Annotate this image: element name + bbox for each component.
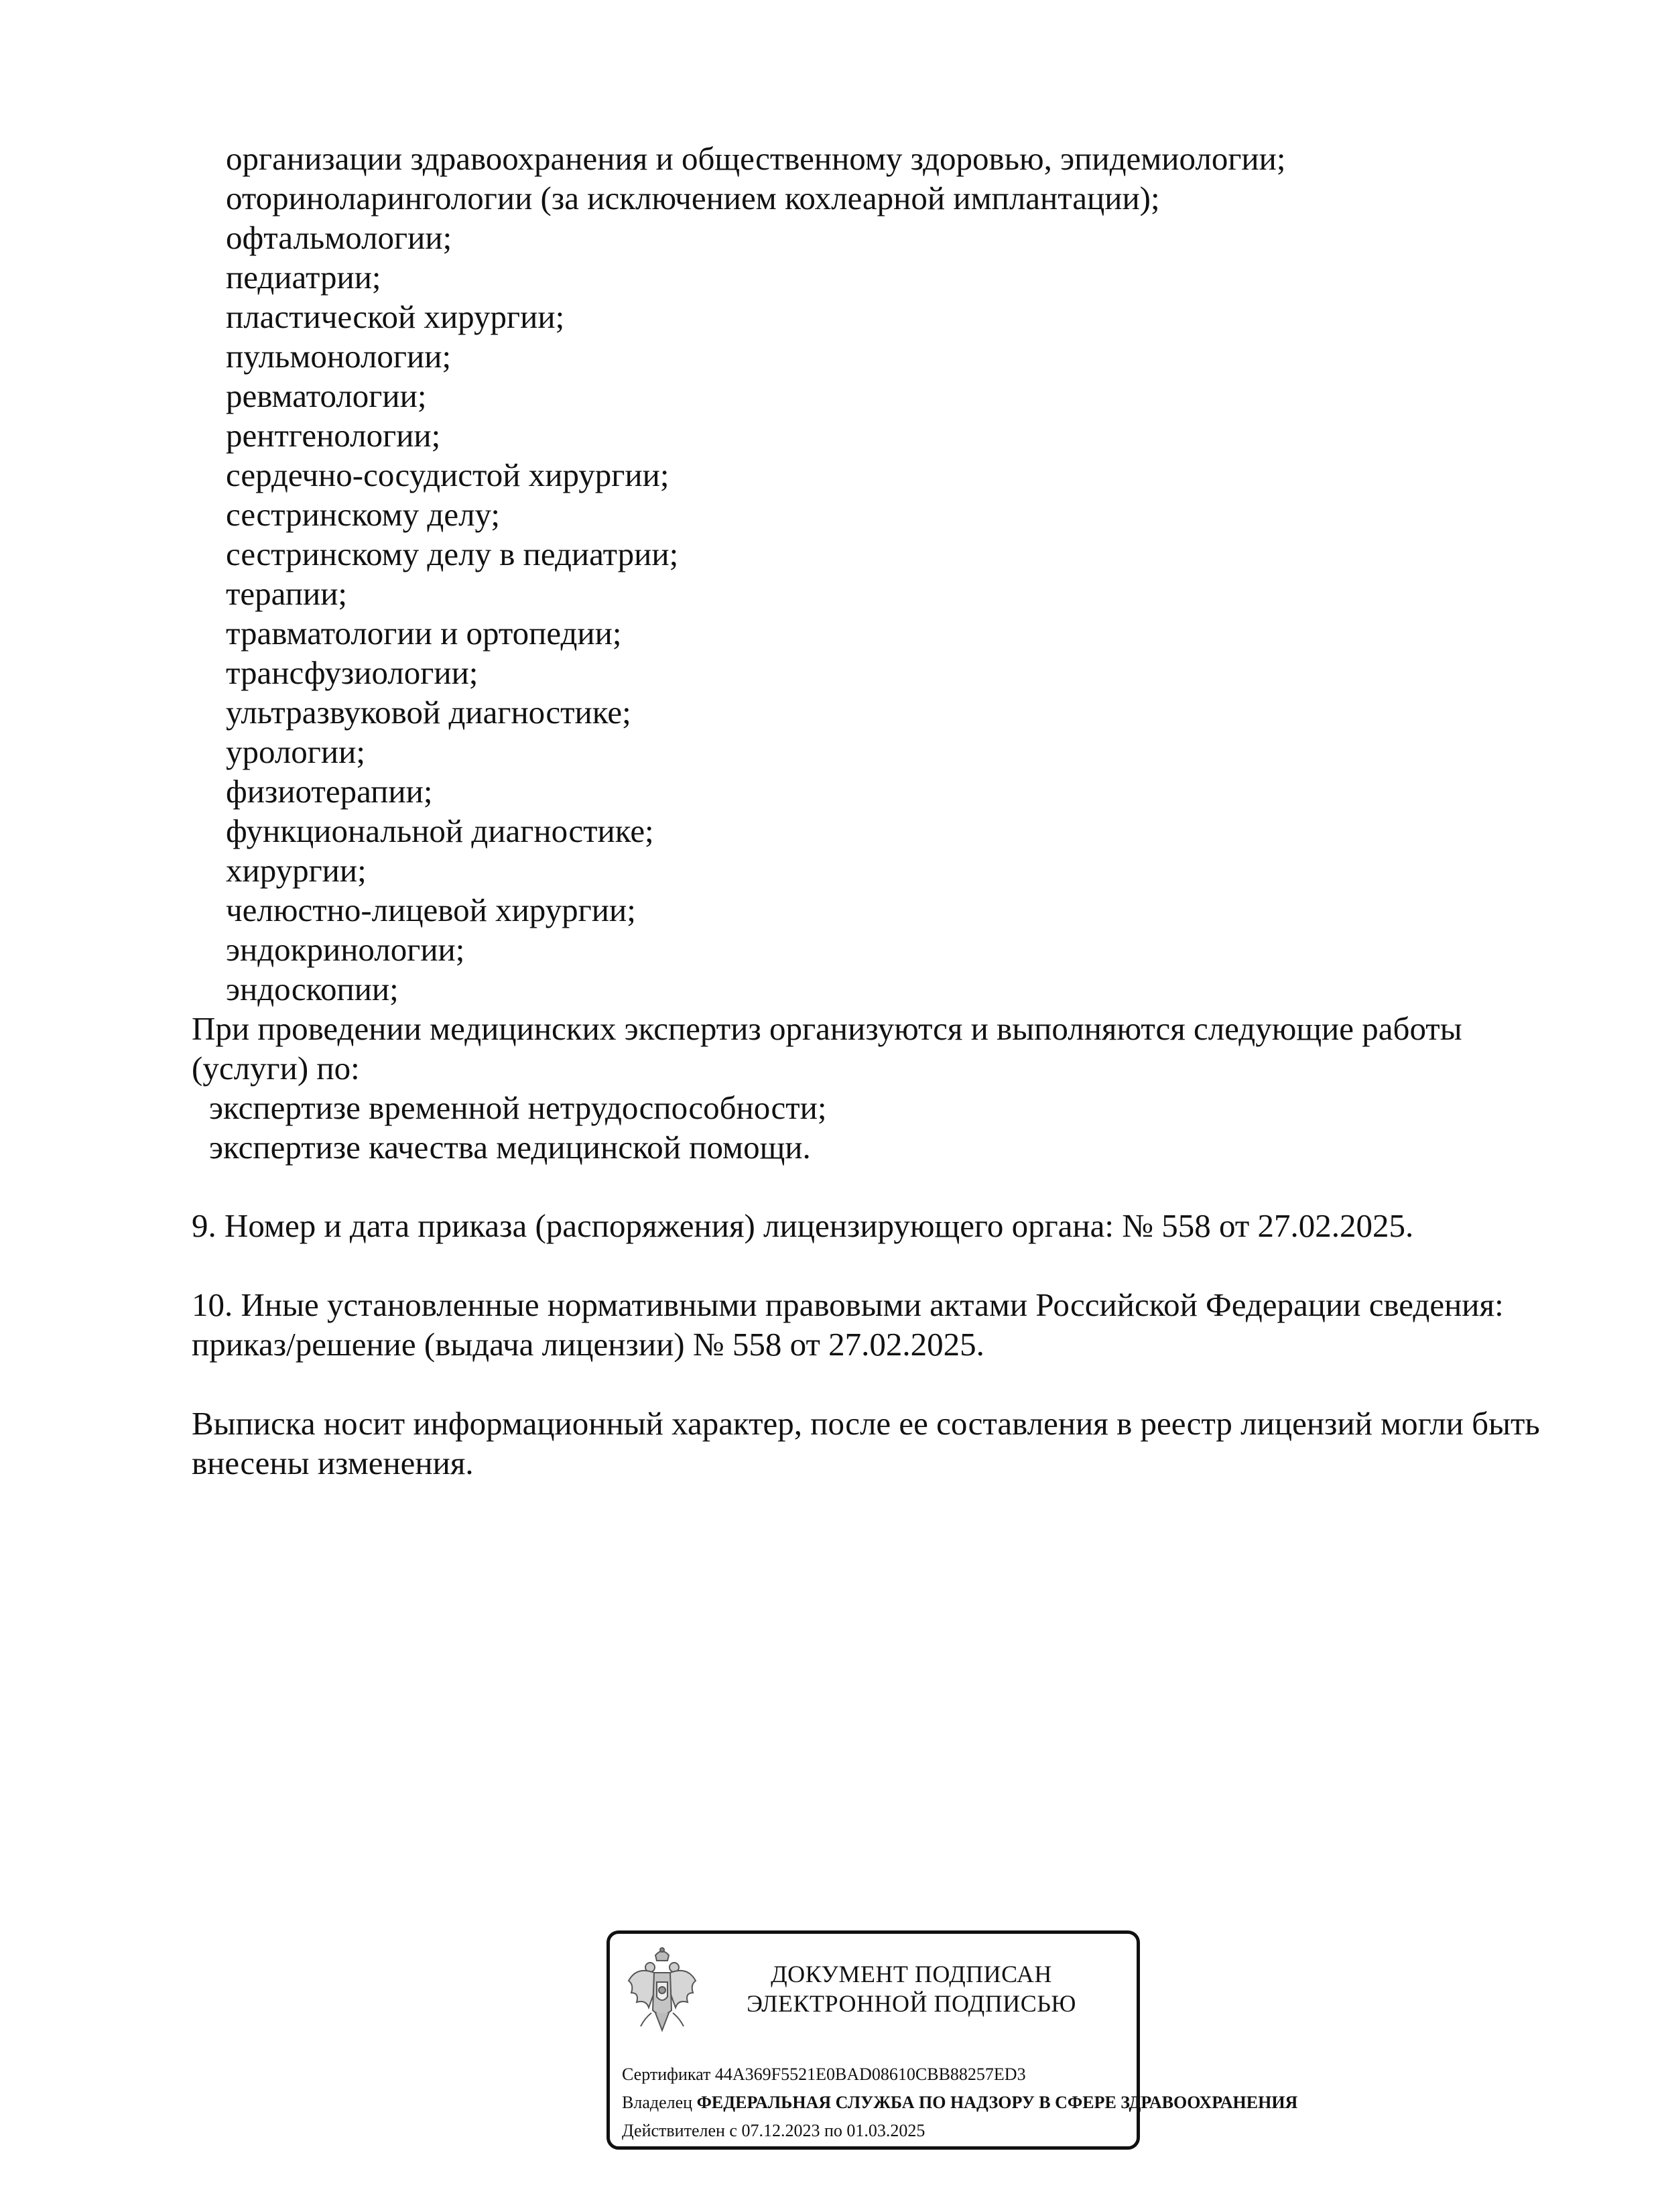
list-item: педиатрии;: [226, 259, 381, 296]
section-9: 9. Номер и дата приказа (распоряжения) лицензирующего органа: № 558 от 27.02.2025.: [192, 1207, 1414, 1244]
list-item: травматологии и ортопедии;: [226, 615, 622, 652]
list-item: ультразвуковой диагностике;: [226, 694, 631, 731]
list-item: эндоскопии;: [226, 971, 399, 1007]
list-item: челюстно-лицевой хирургии;: [226, 892, 636, 928]
stamp-title: [710, 1959, 1112, 2018]
notice-line1: Выписка носит информационный характер, после ее составления в реестр лицензий могли быть: [192, 1405, 1540, 1442]
list-item: офтальмологии;: [226, 219, 452, 256]
owner-value: ФЕДЕРАЛЬНАЯ СЛУЖБА ПО НАДЗОРУ В СФЕРЕ ЗДРАВООХРАНЕНИЯ: [696, 2093, 1298, 2112]
stamp-certificate: [622, 2064, 1026, 2085]
notice-line2: внесены изменения.: [192, 1445, 474, 1481]
expertise-item: экспертизе качества медицинской помощи.: [209, 1129, 811, 1166]
list-item: функциональной диагностике;: [226, 812, 654, 849]
list-item: рентгенологии;: [226, 417, 441, 454]
owner-label: Владелец: [622, 2093, 693, 2112]
stamp-validity: Действителен с 07.12.2023 по 01.03.2025: [622, 2121, 925, 2140]
list-item: пульмонологии;: [226, 338, 452, 375]
list-item: сестринскому делу в педиатрии;: [226, 536, 679, 572]
expertise-item: экспертизе временной нетрудоспособности;: [209, 1089, 827, 1126]
list-item: сестринскому делу;: [226, 496, 501, 533]
list-item: организации здравоохранения и общественному здоровью, эпидемиологии;: [226, 140, 1286, 177]
section-10-line2: приказ/решение (выдача лицензии) № 558 от 27.02.2025.: [192, 1326, 984, 1363]
expertise-intro-line2: (услуги) по:: [192, 1050, 360, 1087]
stamp-owner: [622, 2092, 1297, 2113]
certificate-label: Сертификат: [622, 2065, 711, 2084]
list-item: эндокринологии;: [226, 931, 465, 968]
electronic-signature-stamp: [606, 1930, 1298, 2150]
list-item: сердечно-сосудистой хирургии;: [226, 456, 669, 493]
stamp-title-line1: ДОКУМЕНТ ПОДПИСАН: [771, 1961, 1052, 1987]
list-item: урологии;: [226, 733, 365, 770]
list-item: оториноларингологии (за исключением кохлеарной имплантации);: [226, 180, 1160, 217]
list-item: ревматологии;: [226, 377, 427, 414]
list-item: пластической хирургии;: [226, 298, 565, 335]
list-item: трансфузиологии;: [226, 654, 478, 691]
list-item: физиотерапии;: [226, 773, 433, 810]
list-item: терапии;: [226, 575, 348, 612]
certificate-value: 44A369F5521E0BAD08610CBB88257ED3: [714, 2065, 1026, 2084]
expertise-intro-line1: При проведении медицинских экспертиз организуются и выполняются следующие работы: [192, 1010, 1462, 1047]
coat-of-arms-icon: [625, 1946, 700, 2040]
stamp-title-line2: ЭЛЕКТРОННОЙ ПОДПИСЬЮ: [747, 1990, 1076, 2017]
section-10-line1: 10. Иные установленные нормативными правовыми актами Российской Федерации сведения:: [192, 1286, 1504, 1323]
list-item: хирургии;: [226, 852, 367, 889]
